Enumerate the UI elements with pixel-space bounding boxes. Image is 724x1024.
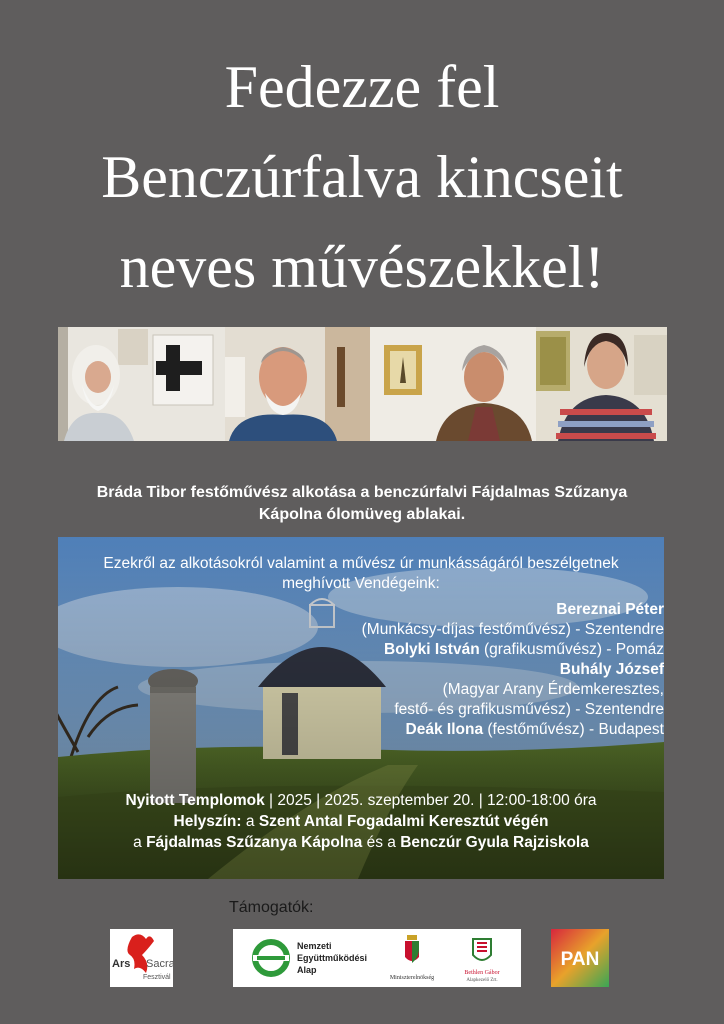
venue-line-2: a Fájdalmas Szűzanya Kápolna és a Benczúr Gyula Rajziskola [133,834,589,851]
title-line-3: neves művészekkel! [119,234,605,300]
artist-portraits [58,327,667,441]
title-line-2: Benczúrfalva kincseit [101,144,623,210]
fesztival-word: Fesztivál [143,974,171,981]
bethlen-line-2: Alapkezelő Zrt. [466,978,498,983]
guest-entry [362,720,664,740]
event-panel [58,537,664,879]
guest-name: Bereznai Péter [556,601,664,618]
portrait-buhaly [370,327,536,441]
guest-list [362,600,664,740]
event-info [58,790,664,853]
bethlen-shield-icon [473,939,491,960]
guest-name: Deák Ilona [405,721,484,738]
funders-logo-block [233,929,521,987]
nea-line-1: Nemzeti [297,941,332,951]
nea-line-3: Alap [297,965,317,975]
sacra-word: Sacra [146,958,173,970]
poster-title [0,42,724,312]
portrait-deak [536,327,667,441]
event-text [58,537,664,879]
guest-detail: (grafikusművész) - Pomáz [479,641,664,658]
guest-name: Buhály József [559,661,664,678]
intro-text [40,482,684,526]
pan-text: PAN [560,949,600,970]
guest-detail: (Magyar Arany Érdemkeresztes, [442,681,664,698]
guests-heading [58,554,664,594]
guest-detail: (festőművész) - Budapest [483,721,664,738]
date-line: Nyitott Templomok | 2025 | 2025. szeptember 20. | 12:00-18:00 óra [125,792,597,809]
nea-line-2: Együttműködési [297,953,368,963]
intro-line-1: Bráda Tibor festőművész alkotása a benczúrfalvi Fájdalmas Szűzanya [96,484,628,501]
guest-detail: (Munkácsy-díjas festőművész) - Szentendre [361,621,664,638]
venue-line-1: Helyszín: a Szent Antal Fogadalmi Keresztút végén [173,813,549,830]
guest-detail: festő- és grafikusművész) - Szentendre [394,701,664,718]
portrait-bolyki [225,327,370,441]
supporters-label: Támogatók: [229,899,314,916]
portrait-bereznai [58,327,225,441]
guest-entry [362,640,664,660]
ars-sacra-logo [110,929,173,987]
ministry-name: Miniszterelnökség [389,975,435,981]
bethlen-line-1: Bethlen Gábor [464,970,500,976]
hungarian-coat-of-arms-icon [405,935,419,963]
guest-name: Bolyki István [384,641,480,658]
ars-word: Ars [112,958,131,970]
guests-heading-line-1: Ezekről az alkotásokról valamint a művész úr munkásságáról beszélgetnek [103,555,619,572]
intro-line-2: Kápolna ólomüveg ablakai. [258,506,466,523]
title-line-1: Fedezze fel [224,54,500,120]
pan-logo [551,929,609,987]
guests-heading-line-2: meghívott Vendégeink: [282,575,440,592]
